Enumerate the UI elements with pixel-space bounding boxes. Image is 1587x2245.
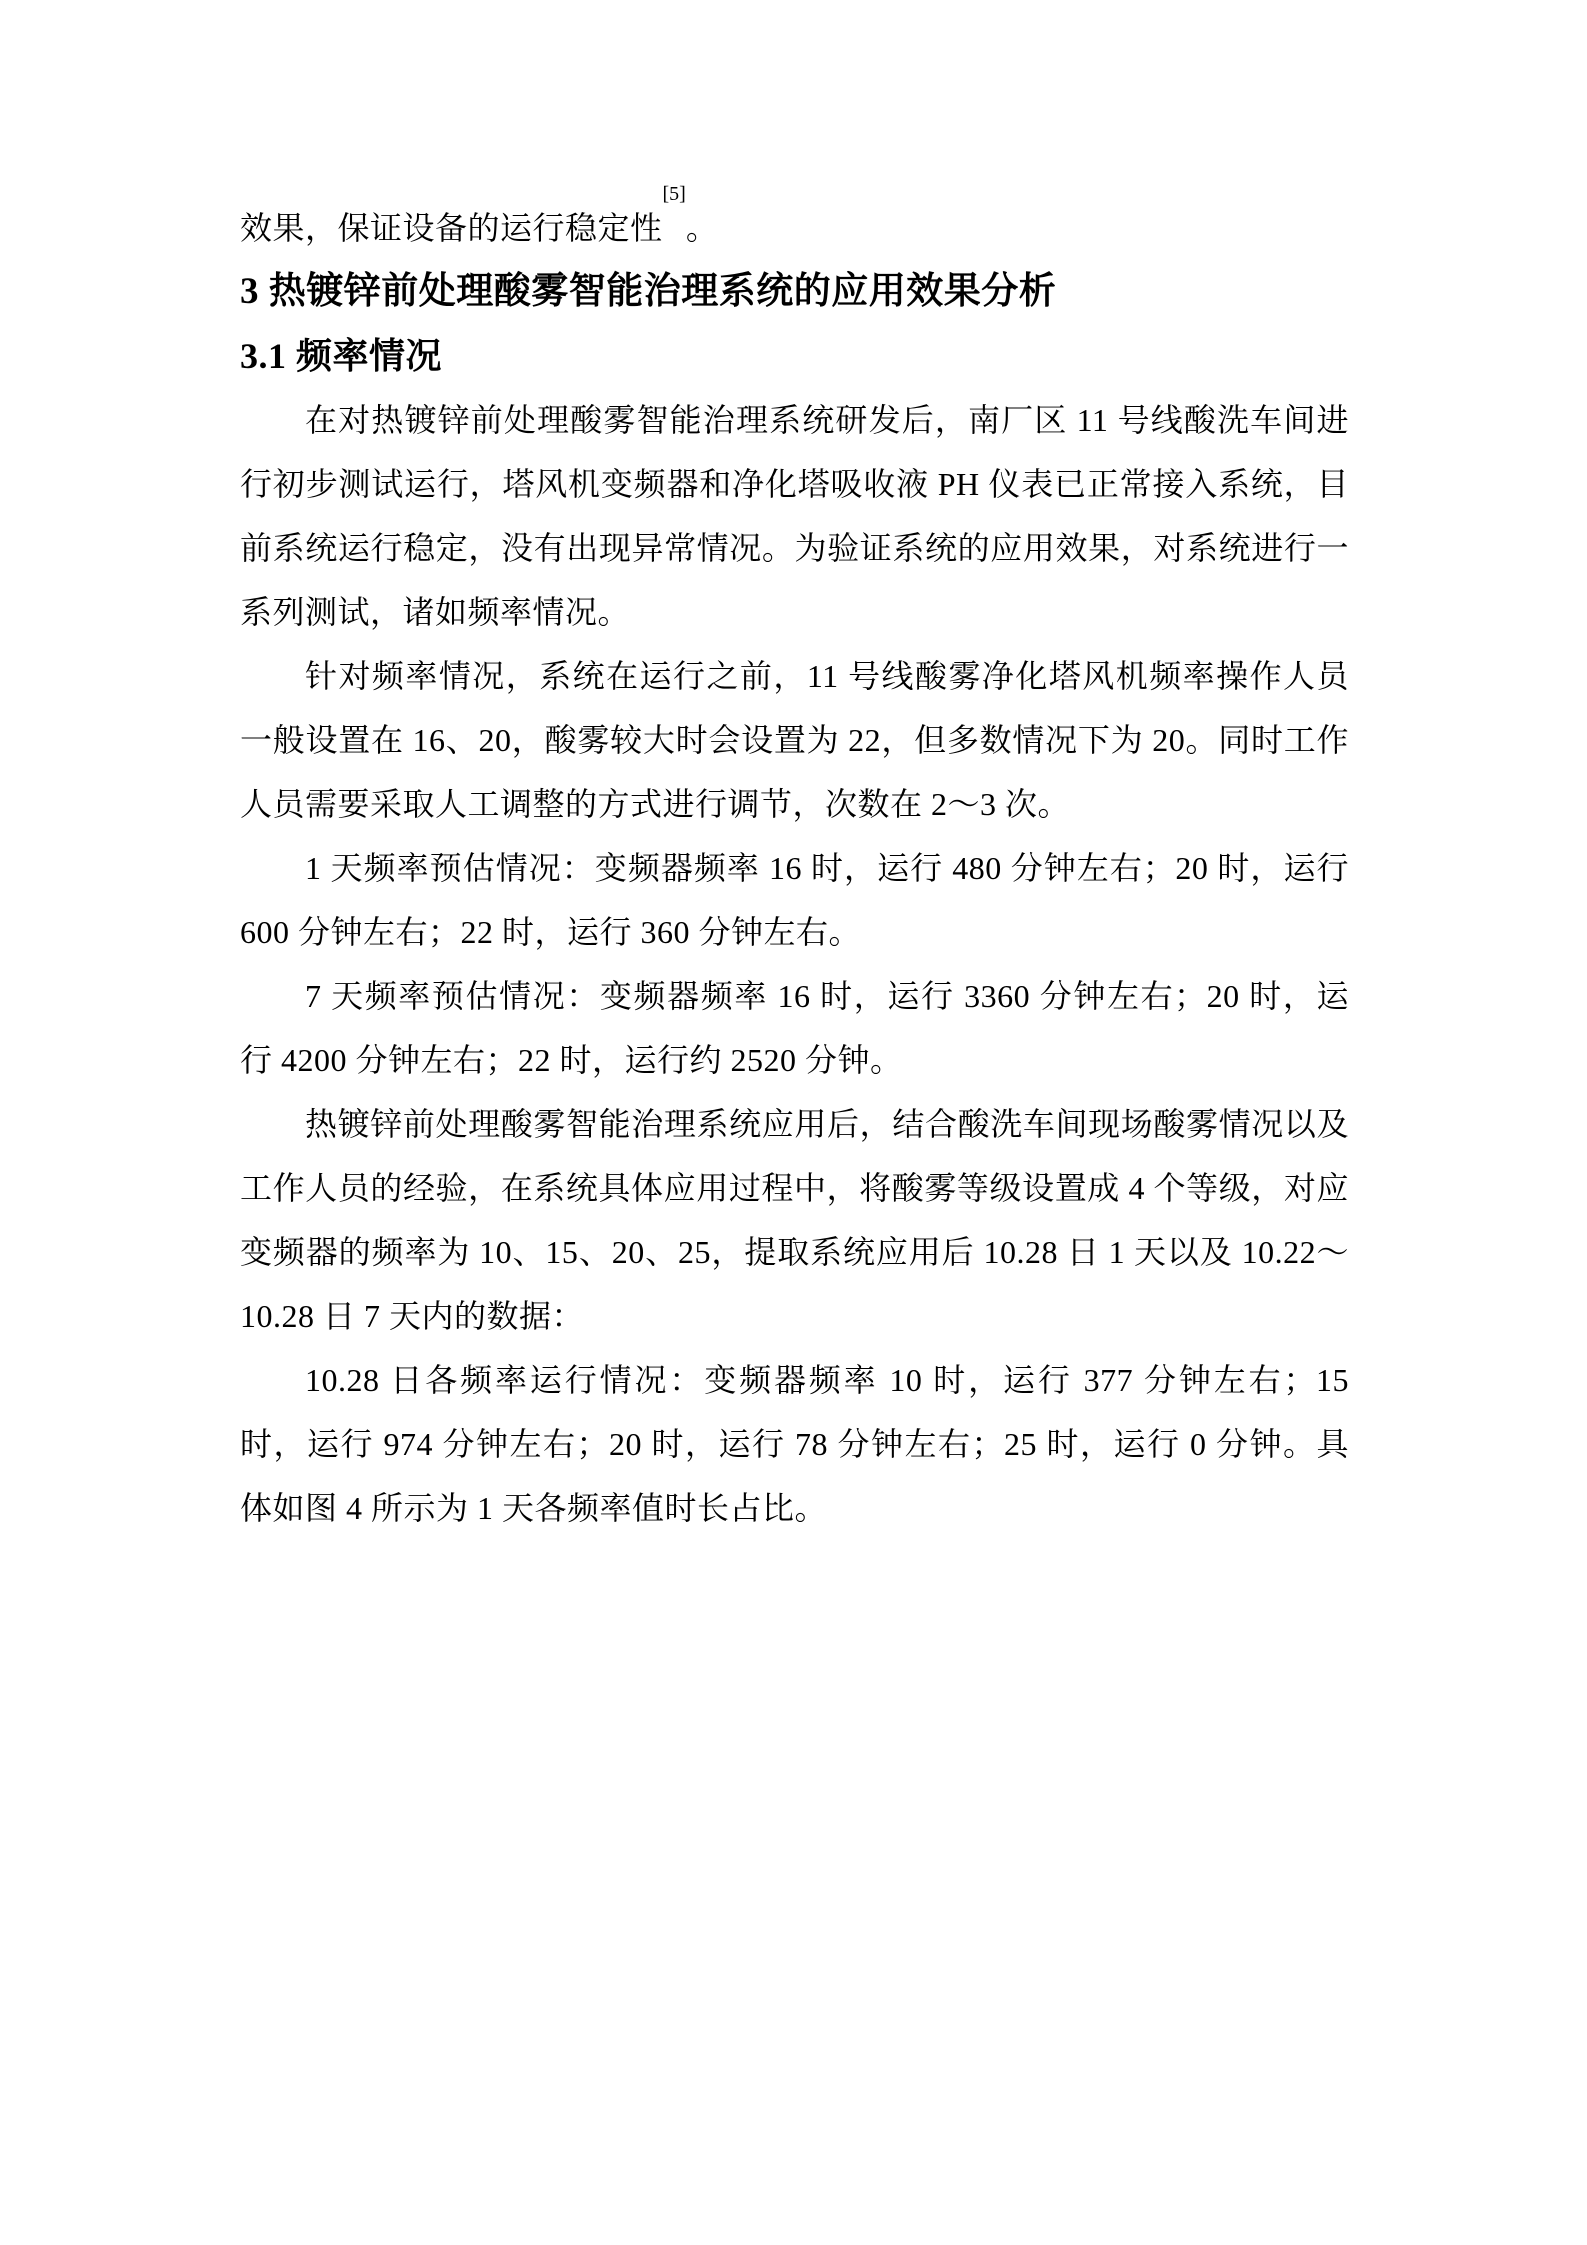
lead-text: 效果，保证设备的运行稳定性 <box>240 210 663 246</box>
paragraph-frequency-before: 针对频率情况，系统在运行之前，11 号线酸雾净化塔风机频率操作人员一般设置在 16、20，酸雾较大时会设置为 22，但多数情况下为 20。同时工作人员需要采取人工调整的方式进行调节，次数在 2～3 次。 <box>240 658 1349 822</box>
paragraph-1day-estimate: 1 天频率预估情况：变频器频率 16 时，运行 480 分钟左右；20 时，运行 600 分钟左右；22 时，运行 360 分钟左右。 <box>240 850 1349 950</box>
paragraph-7day-estimate: 7 天频率预估情况：变频器频率 16 时，运行 3360 分钟左右；20 时，运行 4200 分钟左右；22 时，运行约 2520 分钟。 <box>240 978 1349 1078</box>
paragraph-test-run: 在对热镀锌前处理酸雾智能治理系统研发后，南厂区 11 号线酸洗车间进行初步测试运行，塔风机变频器和净化塔吸收液 PH 仪表已正常接入系统，目前系统运行稳定，没有出现异常情况。为验证系统的应用效果，对系统进行一系列测试，诸如频率情况。 <box>240 402 1349 630</box>
subsection-heading: 3.1 频率情况 <box>240 336 443 376</box>
paragraph-after-application: 热镀锌前处理酸雾智能治理系统应用后，结合酸洗车间现场酸雾情况以及工作人员的经验，在系统具体应用过程中，将酸雾等级设置成 4 个等级，对应变频器的频率为 10、15、20、25，提取系统应用后 10.28 日 1 天以及 10.22～10.28 日 7 天内的数据： <box>240 1106 1349 1334</box>
lead-paragraph <box>240 183 1349 260</box>
section-heading: 3 热镀锌前处理酸雾智能治理系统的应用效果分析 <box>240 271 1057 312</box>
lead-text-end: 。 <box>685 210 719 246</box>
paragraph-1028-results: 10.28 日各频率运行情况：变频器频率 10 时，运行 377 分钟左右；15 时，运行 974 分钟左右；20 时，运行 78 分钟左右；25 时，运行 0 分钟。具体如图 4 所示为 1 天各频率值时长占比。 <box>240 1362 1349 1526</box>
footnote-reference: [5] <box>662 183 686 205</box>
